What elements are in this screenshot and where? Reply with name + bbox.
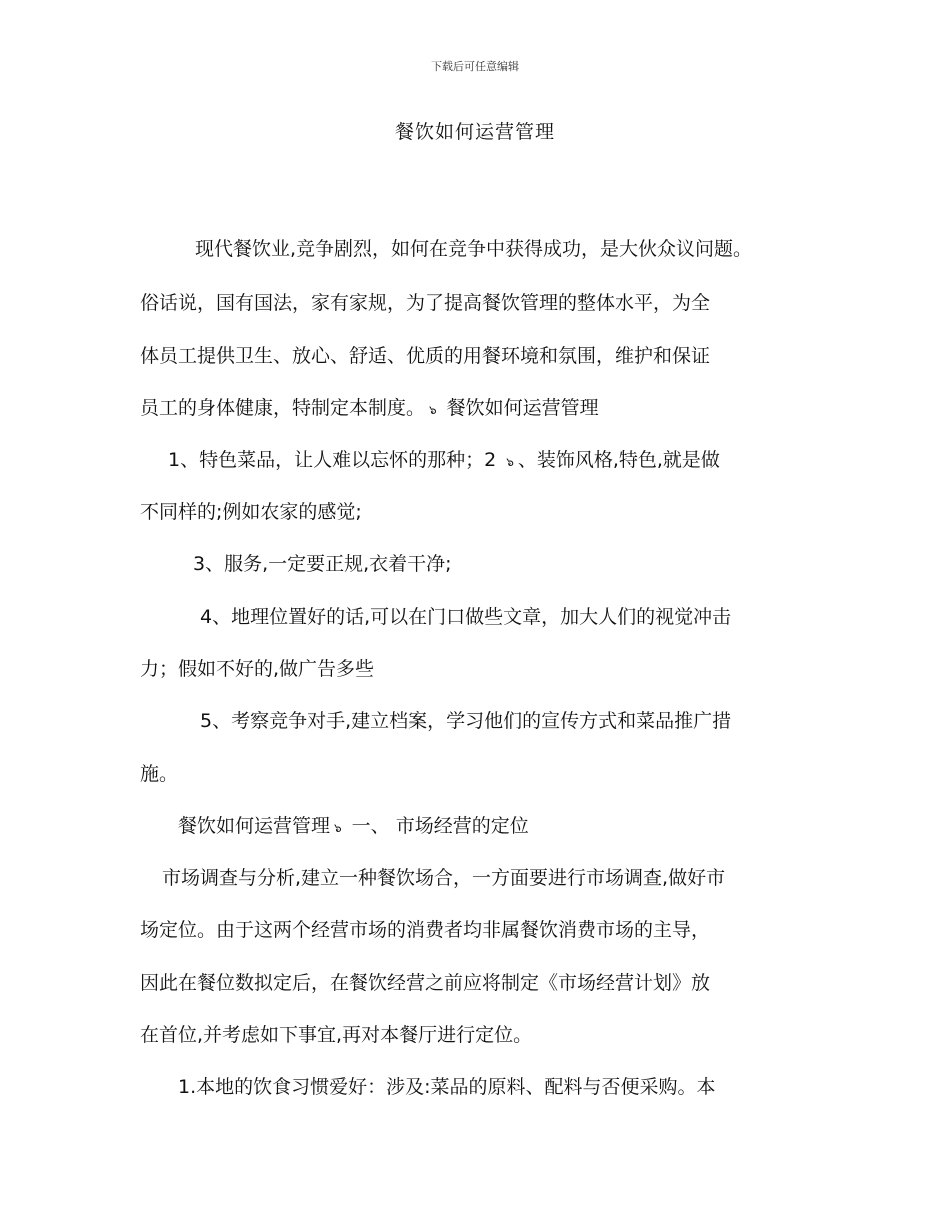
body-line-7: 3、服务,一定要正规,衣着干净; [193, 553, 452, 575]
body-line-15: 因此在餐位数拟定后，在餐饮经营之前应将制定《市场经营计划》放 [140, 972, 711, 994]
body-line-11: 施。 [140, 763, 179, 785]
body-line-10: 5、考察竞争对手,建立档案，学习他们的宣传方式和菜品推广措 [200, 710, 732, 732]
bullet-mark-icon: ๖ [506, 455, 514, 469]
body-line-12-text-a: 餐饮如何运营管理 [178, 815, 331, 837]
body-line-6: 不同样的;例如农家的感觉; [140, 501, 362, 523]
body-line-17: 1.本地的饮食习惯爱好：涉及:菜品的原料、配料与否便采购。本 [178, 1076, 716, 1098]
body-line-1: 现代餐饮业,竞争剧烈，如何在竞争中获得成功，是大伙众议问题。 [195, 238, 753, 260]
document-title: 餐饮如何运营管理 [394, 121, 555, 143]
body-line-5-text-a: 1、特色菜品，让人难以忘怀的那种；2 [168, 449, 503, 471]
body-line-4 [140, 396, 599, 422]
bullet-mark-icon: ๖ [334, 821, 342, 835]
body-line-14: 场定位。由于这两个经营市场的消费者均非属餐饮消费市场的主导， [140, 919, 711, 941]
body-line-16: 在首位,并考虑如下事宜,再对本餐厅进行定位。 [140, 1024, 533, 1046]
header-note: 下载后可任意编辑 [431, 60, 519, 73]
body-line-8: 4、地理位置好的话,可以在门口做些文章，加大人们的视觉冲击 [200, 606, 732, 628]
body-line-9: 力；假如不好的,做广告多些 [140, 658, 375, 680]
bullet-mark-icon: ๖ [429, 403, 437, 417]
body-line-3: 体员工提供卫生、放心、舒适、优质的用餐环境和氛围，维护和保证 [140, 345, 711, 367]
body-line-2: 俗话说，国有国法，家有家规，为了提高餐饮管理的整体水平，为全 [140, 292, 711, 314]
body-line-13: 市场调查与分析,建立一种餐饮场合，一方面要进行市场调查,做好市 [162, 867, 726, 889]
body-line-4-text-b: 餐饮如何运营管理 [440, 397, 599, 419]
body-line-5-text-b: 、装饰风格,特色,就是做 [517, 449, 720, 471]
body-line-5 [168, 448, 720, 474]
body-line-12 [178, 814, 529, 840]
body-line-12-text-b: 一、 市场经营的定位 [345, 815, 529, 837]
body-line-4-text-a: 员工的身体健康，特制定本制度。 [140, 397, 426, 419]
